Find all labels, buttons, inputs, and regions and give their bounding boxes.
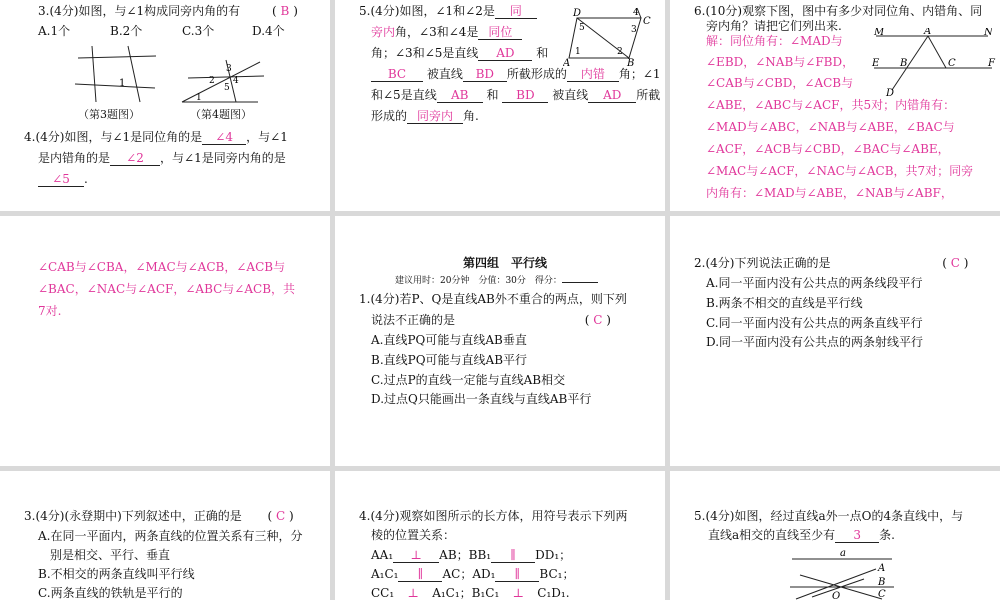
- fig5-label-5: 5: [579, 23, 585, 33]
- q4-answer-2: ∠2: [110, 151, 160, 166]
- q5-line-1: [359, 4, 537, 19]
- row2-edge-a: A₁C₁: [371, 567, 399, 581]
- figure-q4-label-1: 1: [196, 93, 202, 103]
- q5-answer-9: AD: [588, 88, 636, 103]
- figure-q4-label-4: 4: [233, 76, 239, 86]
- figure-q4-label-3: 3: [226, 64, 232, 74]
- row2-symbol-2: ∥: [495, 567, 539, 582]
- fig5-label-d: D: [573, 8, 582, 19]
- fig-q5-label-o: O: [832, 591, 841, 600]
- q5-line-6: [371, 109, 479, 124]
- s4-q2-answer-paren: ( C ): [942, 256, 969, 270]
- section-meta: [395, 274, 598, 288]
- figure-q4-label-5: 5: [224, 83, 230, 93]
- row1-edge-a: AA₁: [371, 548, 394, 562]
- q6-line-2: 旁内角？请把它们列出来.: [706, 19, 842, 33]
- s4-q3-option-a-cont: 别是相交、平行、垂直: [50, 548, 171, 562]
- q3-choice-a: A.1个: [38, 24, 71, 38]
- row3-edge-a: CC₁: [371, 586, 395, 600]
- fig6-label-b: B: [900, 58, 908, 69]
- q6-solution-6: ∠ACF，∠ACB与∠CBD，∠BAC与∠ABE，: [706, 142, 950, 156]
- s4-q4-line-1: 4.(4分)观察如图所示的长方体，用符号表示下列两: [359, 509, 628, 523]
- q5-answer-5: BD: [463, 67, 507, 82]
- q6-continued-2: ∠BAC，∠NAC与∠ACF，∠ABC与∠ACB，共: [38, 282, 296, 296]
- figure-q5: [563, 6, 663, 66]
- panel-section-4: [335, 216, 665, 466]
- figure-q5-lines: [788, 547, 898, 600]
- fig6-label-n: N: [984, 28, 993, 38]
- q6-solution-5: ∠MAD与∠ABC，∠NAB与∠ABE，∠BAC与: [706, 120, 955, 134]
- panel-s4-q2: [670, 216, 1000, 466]
- q5-text-8: 和∠5是直线: [371, 88, 437, 102]
- s4-q3-option-b: B.不相交的两条直线叫平行线: [38, 567, 195, 581]
- fig-q5-label-b: B: [878, 577, 886, 588]
- q6-solution-4: ∠ABE，∠ABC与∠ACF，共5对；内错角有：: [706, 98, 956, 112]
- q5-answer-2: 同位: [478, 25, 522, 40]
- q5-text-3: 角；∠3和∠5是直线: [371, 46, 479, 60]
- s4-q2-answer: C: [950, 256, 960, 270]
- row3-edge-b: A₁C₁；B₁C₁: [432, 586, 500, 600]
- fig5-label-4: 4: [633, 8, 639, 18]
- row3-symbol-2: ⊥: [499, 586, 537, 600]
- s4-q5-answer: 3: [835, 528, 879, 543]
- row3-symbol-1: ⊥: [394, 586, 432, 600]
- s4-q5-text-end: 条.: [879, 528, 895, 542]
- q3-choice-d: D.4个: [252, 24, 285, 38]
- s4-q2-option-c: C.同一平面内没有公共点的两条直线平行: [706, 316, 923, 330]
- q3-text: 3.(4分)如图，与∠1构成同旁内角的有: [38, 4, 241, 18]
- s4-q3-text: 3.(4分)(永登期中)下列叙述中，正确的是: [24, 509, 242, 523]
- s4-q2-stem: [694, 256, 974, 270]
- s4-q4-row-2: [371, 567, 574, 582]
- fig5-label-2: 2: [617, 47, 623, 57]
- q4-text-b: ，与∠1: [246, 130, 288, 144]
- q5-text-13: 角.: [463, 109, 479, 123]
- fig5-label-3: 3: [631, 25, 637, 35]
- s4-q4-row-3: [371, 586, 570, 600]
- q4-text-d: ，与∠1是同旁内角的是: [160, 151, 286, 165]
- row1-symbol-1: ⊥: [393, 548, 439, 563]
- q6-line-1: 6.(10分)观察下图，图中有多少对同位角、内错角、同: [694, 4, 983, 18]
- q6-solution-7: ∠MAC与∠ACF，∠NAC与∠ACB，共7对；同旁: [706, 164, 974, 178]
- row1-edge-c: DD₁；: [535, 548, 572, 562]
- panel-q3-q4: [0, 0, 330, 211]
- q5-answer-7: AB: [437, 88, 483, 103]
- s4-q1-option-d: D.过点Q只能画出一条直线与直线AB平行: [371, 392, 592, 406]
- q5-answer-1b: 旁内: [371, 25, 396, 39]
- q5-text-10: 被直线: [552, 88, 589, 102]
- q5-text-11: 所截: [636, 88, 661, 102]
- q5-text-2: 角，∠3和∠4是: [395, 25, 479, 39]
- q4-line-3: [38, 172, 88, 187]
- fig5-label-b: B: [627, 58, 635, 66]
- q3-answer: B: [280, 4, 290, 18]
- fig4-caption: （第4题图）: [190, 108, 252, 121]
- s4-q3-stem: [24, 509, 300, 523]
- q5-text-1: 5.(4分)如图，∠1和∠2是: [359, 4, 495, 18]
- figure-q4-label-2: 2: [209, 76, 215, 86]
- row2-edge-b: AC；AD₁: [442, 567, 496, 581]
- row1-symbol-2: ∥: [491, 548, 535, 563]
- s4-q5-line-1: 5.(4分)如图，经过直线a外一点O的4条直线中，与: [694, 509, 964, 523]
- figure-q3-label: 1: [119, 78, 126, 89]
- fig6-label-e: E: [872, 58, 880, 69]
- q5-text-9: 和: [486, 88, 499, 102]
- q6-solution-8: 内角有：∠MAD与∠ABE，∠NAB与∠ABF，: [706, 186, 953, 200]
- s4-q1-answer: C: [593, 313, 603, 327]
- q5-line-2: [371, 25, 522, 40]
- q3-answer-paren: ( B ): [272, 4, 298, 18]
- s4-q1-option-c: C.过点P的直线一定能与直线AB相交: [371, 373, 566, 387]
- q5-answer-6: 内错: [567, 67, 619, 82]
- figure-q4: [178, 56, 268, 106]
- row2-symbol-1: ∥: [398, 567, 442, 582]
- s4-q2-option-b: B.两条不相交的直线是平行线: [706, 296, 863, 310]
- s4-q4-line-2: 棱的位置关系：: [371, 528, 456, 542]
- q3-choice-b: B.2个: [110, 24, 143, 38]
- section-title: 第四组 平行线: [463, 256, 548, 270]
- q5-text-12: 形成的: [371, 109, 408, 123]
- fig6-label-f: F: [988, 58, 995, 69]
- q5-text-7: 角；∠1: [618, 67, 661, 81]
- fig6-label-c: C: [948, 58, 956, 69]
- panel-s4-q5: [670, 471, 1000, 600]
- fig6-label-m: M: [874, 28, 885, 38]
- q6-solution-1: 解：同位角有：∠MAD与: [706, 34, 843, 48]
- q5-answer-3: AD: [478, 46, 532, 61]
- fig-q5-label-a: a: [840, 548, 846, 559]
- q4-text-a: 4.(4分)如图，与∠1是同位角的是: [24, 130, 203, 144]
- q5-text-6: 所截形成的: [506, 67, 567, 81]
- s4-q1-option-b: B.直线PQ可能与直线AB平行: [371, 353, 528, 367]
- figure-q6: [870, 28, 998, 98]
- s4-q5-text: 直线a相交的直线至少有: [708, 528, 836, 542]
- s4-q2-text: 2.(4分)下列说法正确的是: [694, 256, 831, 270]
- panel-q6: [670, 0, 1000, 211]
- figure-q3: [70, 44, 160, 104]
- q5-text-4: 和: [536, 46, 549, 60]
- s4-q2-option-a: A.同一平面内没有公共点的两条线段平行: [706, 276, 923, 290]
- q6-continued-3: 7对.: [38, 304, 62, 318]
- q5-line-4: [371, 67, 661, 82]
- row2-edge-c: BC₁；: [539, 567, 575, 581]
- q4-line-2: [38, 151, 286, 166]
- fig5-label-c: C: [643, 16, 651, 27]
- fig5-label-1: 1: [575, 47, 581, 57]
- panel-s4-q3: [0, 471, 330, 600]
- section-meta-text: 建议用时：20分钟 分值：30分 得分：: [395, 276, 562, 286]
- row3-edge-c: C₁D₁.: [537, 586, 570, 600]
- q6-solution-3: ∠CAB与∠CBD，∠ACB与: [706, 76, 854, 90]
- row1-edge-b: AB；BB₁: [439, 548, 492, 562]
- q5-line-5: [371, 88, 660, 103]
- q5-line-3: [371, 46, 548, 61]
- s4-q3-answer: C: [276, 509, 286, 523]
- s4-q3-option-a: A.在同一平面内，两条直线的位置关系有三种，分: [38, 529, 303, 543]
- fig5-label-a: A: [563, 58, 571, 66]
- s4-q2-option-d: D.同一平面内没有公共点的两条射线平行: [706, 335, 924, 349]
- fig3-caption: （第3题图）: [78, 108, 140, 121]
- s4-q1-answer-paren: ( C ): [584, 313, 611, 327]
- s4-q1-line-1: 1.(4分)若P、Q是直线AB外不重合的两点，则下列: [359, 292, 627, 306]
- panel-q5: [335, 0, 665, 211]
- q4-answer-1: ∠4: [202, 130, 246, 145]
- s4-q3-answer-paren: ( C ): [267, 509, 294, 523]
- fig6-label-d: D: [886, 88, 895, 98]
- q4-text-c: 是内错角的是: [38, 151, 111, 165]
- q4-line-1: [24, 130, 288, 145]
- s4-q1-option-a: A.直线PQ可能与直线AB垂直: [371, 333, 527, 347]
- q4-answer-3: ∠5: [38, 172, 84, 187]
- q5-answer-4: BC: [371, 67, 423, 82]
- score-blank[interactable]: [562, 282, 598, 283]
- fig-q5-label-c: C: [878, 589, 886, 600]
- q5-answer-10: 同旁内: [407, 109, 463, 124]
- q6-solution-2: ∠EBD，∠NAB与∠FBD，: [706, 55, 855, 69]
- s4-q5-line-2: [708, 528, 895, 543]
- panel-q6-continued: [0, 216, 330, 466]
- s4-q3-option-c: C.两条直线的铁轨是平行的: [38, 586, 183, 600]
- s4-q1-line-2: [371, 313, 617, 327]
- fig-q5-label-cap-a: A: [878, 563, 886, 574]
- s4-q4-row-1: [371, 548, 571, 563]
- panel-s4-q4: [335, 471, 665, 600]
- q4-text-e: .: [84, 172, 88, 186]
- q5-text-5: 被直线: [426, 67, 463, 81]
- fig6-label-a: A: [924, 28, 932, 37]
- s4-q1-text: 说法不正确的是: [371, 313, 456, 327]
- q5-answer-1a: 同: [495, 4, 537, 19]
- q5-answer-8: BD: [502, 88, 548, 103]
- q3-choice-c: C.3个: [182, 24, 215, 38]
- q6-continued-1: ∠CAB与∠CBA，∠MAC与∠ACB，∠ACB与: [38, 260, 286, 274]
- q3-stem: [38, 4, 304, 18]
